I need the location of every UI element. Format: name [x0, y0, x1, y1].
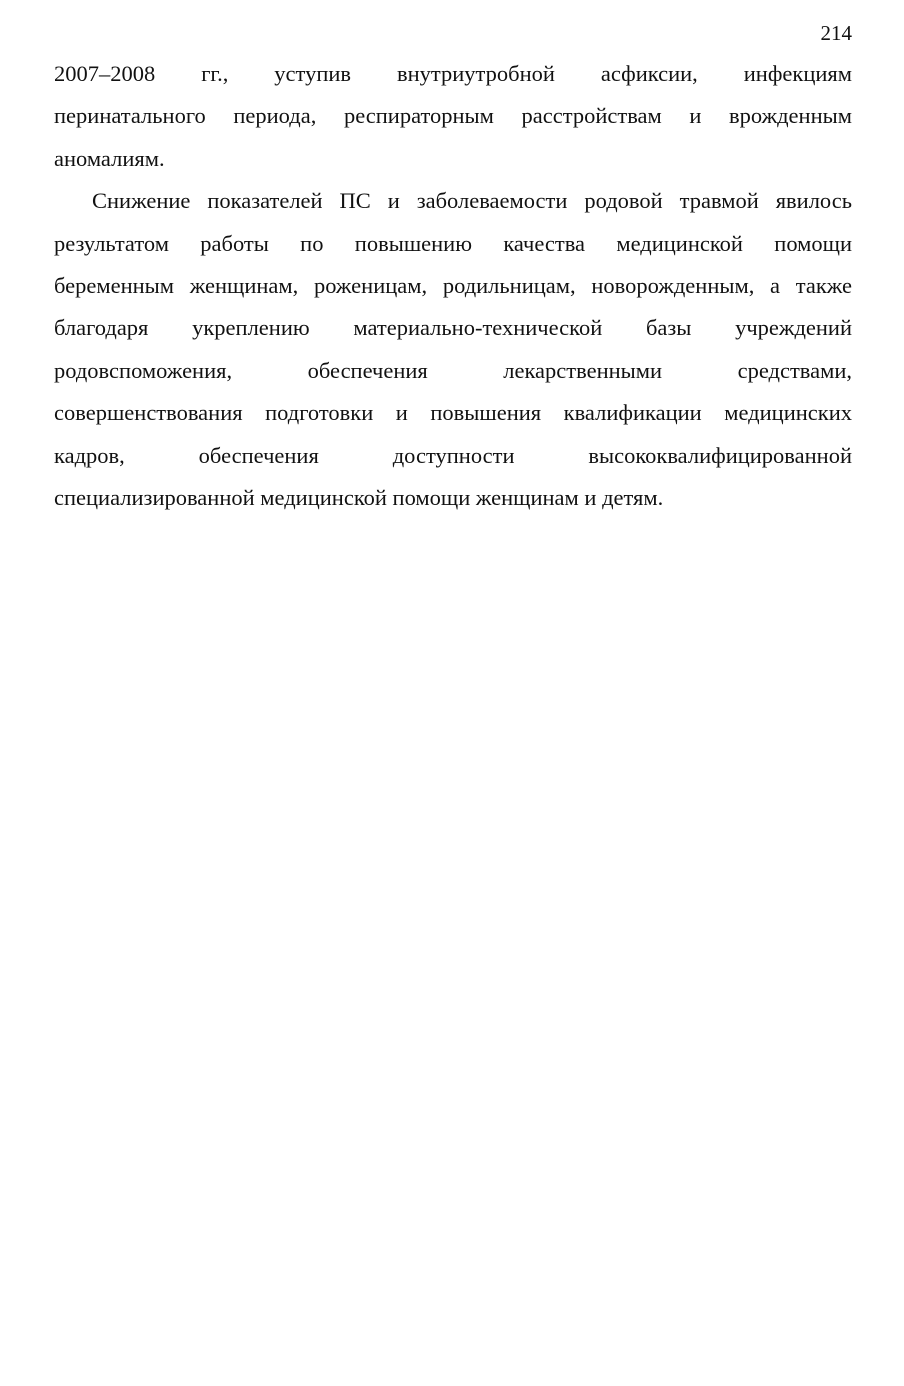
text-line: беременным женщинам, роженицам, родильницам, новорожденным, а также — [54, 273, 852, 299]
text-line: 2007–2008 гг., уступив внутриутробной асфиксии, инфекциям — [54, 61, 852, 86]
text-line: родовспоможения, обеспечения лекарственными средствами, — [54, 357, 852, 383]
text-line: результатом работы по повышению качества медицинской помощи — [54, 230, 852, 256]
text-line: совершенствования подготовки и повышения квалификации медицинских — [54, 400, 852, 426]
text-line: аномалиям. — [54, 145, 165, 171]
text-line: благодаря укреплению материально-технической базы учреждений — [54, 315, 852, 341]
text-line: перинатального периода, респираторным расстройствам и врожденным — [54, 103, 852, 129]
paragraph-continuation — [54, 53, 852, 180]
body-text — [54, 53, 852, 519]
text-line: специализированной медицинской помощи женщинам и детям. — [54, 485, 664, 511]
text-line: Снижение показателей ПС и заболеваемости родовой травмой явилось — [92, 188, 852, 214]
paragraph-main — [54, 180, 852, 519]
text-line: кадров, обеспечения доступности высококвалифицированной — [54, 442, 852, 468]
page-number: 214 — [820, 21, 852, 45]
